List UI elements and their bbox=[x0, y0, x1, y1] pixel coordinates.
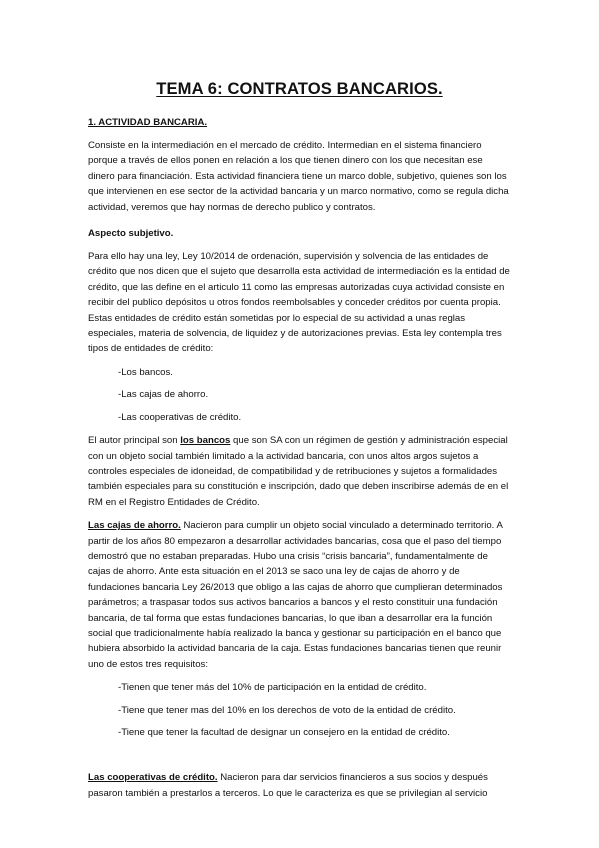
aspecto-paragraph: Para ello hay una ley, Ley 10/2014 de ordenación, supervisión y solvencia de las entidades de crédito que nos dicen que el sujeto que desarrolla esta actividad de intermediación es la entidad de crédito, que las define en el articulo 11 como las empresas autorizadas cuya actividad consiste en recibir del publico depósitos u otros fondos reembolsables y conceder créditos por cuenta propia. Estas entidades de crédito están sometidas por lo especial de su actividad a unas reglas especiales, materia de solvencia, de liquidez y de autorizaciones previas. Esta ley contempla tres tipos de entidades de crédito: bbox=[88, 251, 510, 355]
page-title: TEMA 6: CONTRATOS BANCARIOS. bbox=[156, 79, 443, 98]
subheading-aspecto-subjetivo: Aspecto subjetivo. bbox=[88, 228, 174, 240]
coop-text: Nacieron para dar servicios financieros a sus socios y después pasaron también a prestarlos a terceros. Lo que le caracteriza es que se privilegian al servicio bbox=[88, 772, 488, 799]
cajas-term: Las cajas de ahorro. bbox=[88, 520, 181, 532]
list-item-bancos: -Los bancos. bbox=[118, 366, 173, 378]
spacer bbox=[88, 740, 511, 762]
bancos-term: los bancos bbox=[180, 435, 231, 447]
cajas-paragraph bbox=[88, 518, 511, 672]
requirement-item-1: -Tienen que tener más del 10% de participación en la entidad de crédito. bbox=[118, 682, 427, 694]
bancos-pre: El autor principal son bbox=[88, 435, 181, 447]
requirement-item-3: -Tiene que tener la facultad de designar un consejero en la entidad de crédito. bbox=[118, 727, 450, 738]
bancos-post: que son SA con un régimen de gestión y administración especial con un objeto social también limitado a la actividad bancaria, con unos altos argos sujetos a controles especiales de idoneidad, de compatibilidad y de retribuciones y sujetos a formalidades también especiales para su constitución e inscripción, dado que deben inscribirse además de en el RM en el Registro Entidades de Crédito. bbox=[88, 435, 509, 508]
coop-term: Las cooperativas de crédito. bbox=[88, 772, 218, 784]
list-item-cajas: -Las cajas de ahorro. bbox=[118, 389, 209, 401]
list-item-cooperativas: -Las cooperativas de crédito. bbox=[118, 411, 242, 423]
intro-paragraph: Consiste en la intermediación en el mercado de crédito. Intermedian en el sistema financiero porque a través de ellos ponen en relación a los que tienen dinero con los que necesitan ese dinero para financiación. Esta actividad financiera tiene un marco doble, subjetivo, quienes son los que intervienen en ese sector de la actividad bancaria y un marco normativo, como se regula dicha actividad, veremos que hay normas de derecho publico y contratos. bbox=[88, 140, 509, 213]
requirement-item-2: -Tiene que tener mas del 10% en los derechos de voto de la entidad de crédito. bbox=[118, 704, 456, 716]
coop-paragraph bbox=[88, 770, 511, 801]
cajas-text: Nacieron para cumplir un objeto social vinculado a determinado territorio. A partir de los años 80 empezaron a desarrollar actividades bancarias, cosa que el paso del tiempo demostró que no estaban preparadas. Hubo una crisis “crisis bancaria”, fundamentalmente de cajas de ahorro. Ante esta situación en el 2013 se saco una ley de cajas de ahorro y de fundaciones bancaria Ley 26/2013 que obligo a las cajas de ahorro que cumplieran determinados parámetros; a traspasar todos sus activos bancarios a bancos y el resto constituir una fundación bancaria, de tal forma que estas fundaciones bancarias, lo que iban a desarrollar era la función social que tradicionalmente había realizado la banca y gestionar su participación en el banco que hubiera absorbido la actividad bancaria de la caja. Estas fundaciones bancarias tienen que reunir uno de estos tres requisitos: bbox=[88, 520, 503, 670]
bancos-paragraph bbox=[88, 433, 511, 510]
section-heading-actividad-bancaria: 1. ACTIVIDAD BANCARIA. bbox=[88, 117, 208, 128]
